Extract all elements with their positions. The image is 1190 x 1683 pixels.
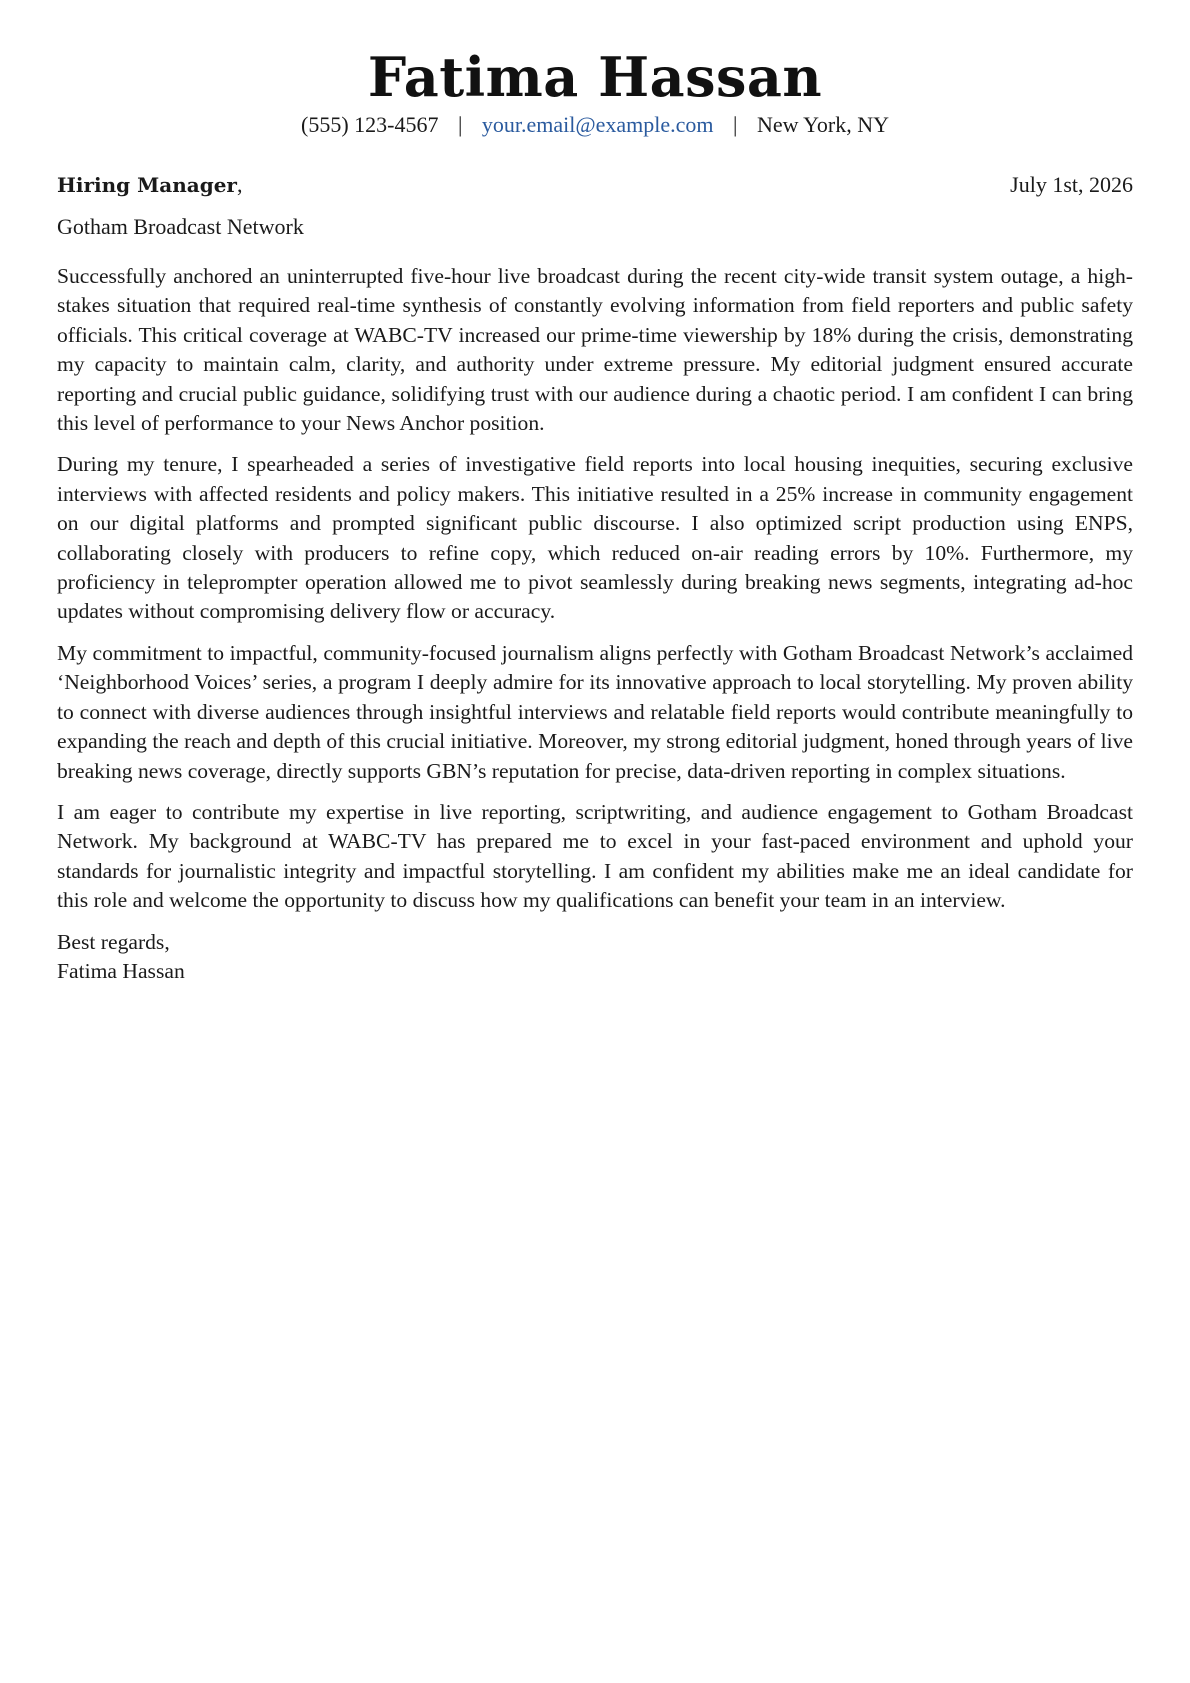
recipient-name: Hiring Manager	[57, 173, 237, 197]
recipient-name-suffix: ,	[236, 172, 243, 197]
closing-salutation: Best regards,	[57, 929, 170, 954]
location: New York, NY	[756, 112, 889, 137]
cover-letter-page	[57, 0, 1133, 986]
contact-line	[57, 110, 1133, 140]
recipient-row	[57, 170, 1133, 200]
recipient-salutation	[57, 170, 242, 200]
body-paragraph: Successfully anchored an uninterrupted five-hour live broadcast during the recent city-wide transit system outage, a high-stakes situation that required real-time synthesis of constantly evolving information from field reporters and public safety officials. This critical coverage at WABC-TV increased our prime-time viewership by 18% during the crisis, demonstrating my capacity to maintain calm, clarity, and authority under extreme pressure. My editorial judgment ensured accurate reporting and crucial public guidance, solidifying trust with our audience during a chaotic period. I am confident I can bring this level of performance to your News Anchor position.	[57, 264, 1133, 436]
phone-number: (555) 123-4567	[301, 112, 439, 137]
email-link[interactable]: your.email@example.com	[481, 112, 714, 137]
recipient-company: Gotham Broadcast Network	[57, 214, 304, 239]
letter-date: July 1st, 2026	[1010, 172, 1133, 197]
applicant-name: Fatima Hassan	[367, 45, 823, 109]
contact-separator: |	[733, 112, 738, 137]
body-paragraph: I am eager to contribute my expertise in live reporting, scriptwriting, and audience engagement to Gotham Broadcast Network. My background at WABC-TV has prepared me to excel in your fast-paced environment and uphold your standards for journalistic integrity and impactful storytelling. I am confident my abilities make me an ideal candidate for this role and welcome the opportunity to discuss how my qualifications can benefit your team in an interview.	[57, 799, 1133, 913]
contact-separator: |	[458, 112, 463, 137]
letter-body	[57, 262, 1133, 916]
body-paragraph: My commitment to impactful, community-focused journalism aligns perfectly with Gotham Broadcast Network’s acclaimed ‘Neighborhood Voices’ series, a program I deeply admire for its innovative approach to local storytelling. My proven ability to connect with diverse audiences through insightful interviews and relatable field reports would contribute meaningfully to expanding the reach and depth of this crucial initiative. Moreover, my strong editorial judgment, honed through years of live breaking news coverage, directly supports GBN’s reputation for precise, data-driven reporting in complex situations.	[57, 640, 1133, 783]
letter-closing	[57, 928, 1133, 987]
body-paragraph: During my tenure, I spearheaded a series of investigative field reports into local housing inequities, securing exclusive interviews with affected residents and policy makers. This initiative resulted in a 25% increase in community engagement on our digital platforms and prompted significant public discourse. I also optimized script production using ENPS, collaborating closely with producers to refine copy, which reduced on-air reading errors by 10%. Furthermore, my proficiency in teleprompter operation allowed me to pivot seamlessly during breaking news segments, integrating ad-hoc updates without compromising delivery flow or accuracy.	[57, 452, 1133, 624]
closing-signature: Fatima Hassan	[57, 958, 185, 983]
